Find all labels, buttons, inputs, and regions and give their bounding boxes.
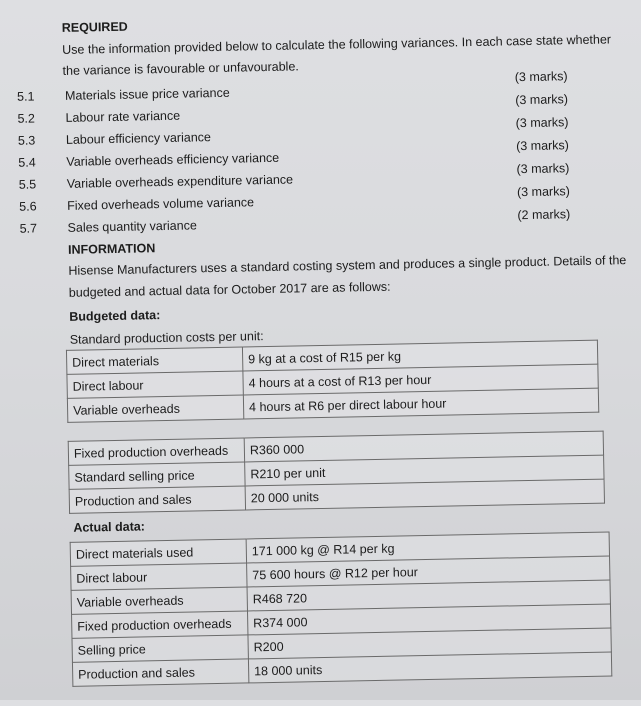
item-label: Variable overheads efficiency variance bbox=[66, 150, 280, 169]
budgeted-heading: Budgeted data: bbox=[69, 308, 161, 324]
item-marks: (3 marks) bbox=[514, 69, 568, 85]
table-cell: Direct materials used bbox=[70, 539, 246, 566]
table-cell: Production and sales bbox=[72, 659, 248, 686]
item-label: Materials issue price variance bbox=[64, 85, 230, 103]
table-cell: R374 000 bbox=[247, 604, 610, 635]
table-cell: Fixed production overheads bbox=[72, 611, 248, 638]
information-heading: INFORMATION bbox=[67, 241, 156, 257]
item-label: Sales quantity variance bbox=[67, 218, 197, 235]
table-cell: 75 600 hours @ R12 per hour bbox=[247, 556, 610, 587]
fixed-data-table bbox=[68, 431, 605, 514]
table-cell: 18 000 units bbox=[248, 652, 611, 683]
item-label: Labour efficiency variance bbox=[65, 130, 212, 147]
table-cell: R210 per unit bbox=[245, 455, 604, 486]
table-cell: 171 000 kg @ R14 per kg bbox=[246, 532, 609, 563]
table-cell: R200 bbox=[248, 628, 611, 659]
item-number: 5.1 bbox=[16, 89, 35, 104]
standard-costs-caption: Standard production costs per unit: bbox=[69, 329, 264, 347]
item-number: 5.4 bbox=[18, 155, 36, 170]
item-marks: (2 marks) bbox=[517, 207, 571, 223]
table-cell: 4 hours at R6 per direct labour hour bbox=[243, 388, 598, 419]
item-marks: (3 marks) bbox=[516, 184, 570, 200]
actual-heading: Actual data: bbox=[73, 519, 146, 535]
item-number: 5.3 bbox=[17, 133, 36, 148]
table-cell: 9 kg at a cost of R15 per kg bbox=[242, 340, 597, 371]
intro-line-2: the variance is favourable or unfavourable. bbox=[62, 59, 299, 78]
item-marks: (3 marks) bbox=[516, 161, 570, 177]
item-marks: (3 marks) bbox=[515, 92, 569, 108]
table-cell: Selling price bbox=[72, 635, 248, 662]
table-cell: Variable overheads bbox=[71, 587, 247, 614]
table-cell: Variable overheads bbox=[67, 395, 243, 422]
table-cell: 20 000 units bbox=[245, 479, 604, 510]
item-marks: (3 marks) bbox=[515, 115, 569, 131]
item-marks: (3 marks) bbox=[515, 138, 570, 154]
table-cell: R468 720 bbox=[247, 580, 610, 611]
table-cell: 4 hours at a cost of R13 per hour bbox=[243, 364, 598, 395]
item-label: Variable overheads expenditure variance bbox=[66, 172, 294, 191]
item-number: 5.5 bbox=[18, 177, 37, 192]
intro-line-1: Use the information provided below to calculate the following variances. In each case state whether bbox=[62, 32, 612, 57]
item-number: 5.2 bbox=[17, 111, 36, 126]
table-cell: Direct labour bbox=[71, 563, 247, 590]
table-cell: Direct labour bbox=[67, 371, 243, 398]
information-line-1: Hisense Manufacturers uses a standard costing system and produces a single product. Details of the bbox=[68, 253, 627, 278]
table-cell: Direct materials bbox=[66, 347, 242, 374]
table-cell: Standard selling price bbox=[69, 462, 245, 489]
table-cell: Production and sales bbox=[69, 486, 245, 513]
actual-data-table bbox=[70, 531, 613, 686]
required-heading: REQUIRED bbox=[61, 19, 128, 35]
item-number: 5.6 bbox=[19, 199, 37, 214]
table-cell: Fixed production overheads bbox=[68, 438, 244, 465]
item-label: Fixed overheads volume variance bbox=[67, 195, 255, 213]
standard-costs-table bbox=[66, 340, 599, 423]
information-line-2: budgeted and actual data for October 2017 are as follows: bbox=[68, 279, 391, 300]
item-label: Labour rate variance bbox=[65, 108, 181, 125]
item-number: 5.7 bbox=[19, 221, 38, 236]
table-cell: R360 000 bbox=[244, 431, 603, 462]
